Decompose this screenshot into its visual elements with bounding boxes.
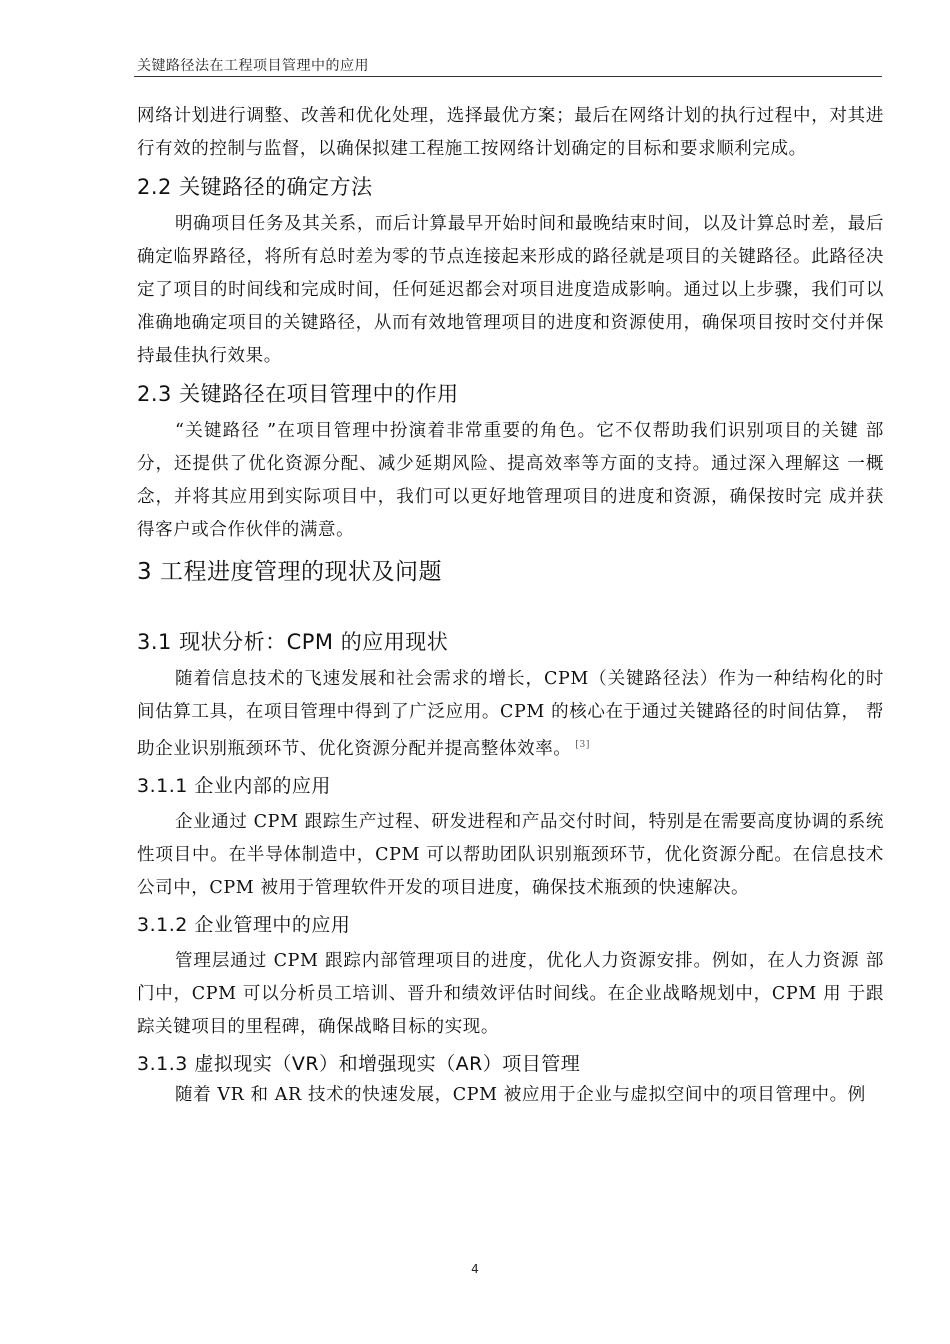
section-3-1-heading: 3.1 现状分析：CPM 的应用现状: [137, 630, 449, 654]
chapter-3-heading: 3 工程进度管理的现状及问题: [137, 559, 442, 585]
page-content: [137, 100, 884, 1106]
section-2-3-heading: 2.3 关键路径在项目管理中的作用: [137, 382, 459, 406]
section-3-1-2-heading: 3.1.2 企业管理中的应用: [137, 913, 351, 936]
citation-ref: [3]: [575, 740, 590, 750]
section-3-1-text: 随着信息技术的飞速发展和社会需求的增长，CPM（关键路径法）作为一种结构化的时间估算工具，在项目管理中得到了广泛应用。CPM 的核心在于通过关键路径的时间估算， 帮助企业识别瓶颈环节、优化资源分配并提高整体效率。: [137, 669, 884, 759]
section-3-1-1-paragraph: 企业通过 CPM 跟踪生产过程、研发进程和产品交付时间，特别是在需要高度协调的系统性项目中。在半导体制造中，CPM 可以帮助团队识别瓶颈环节，优化资源分配。在信息技术公司中，CPM 被用于管理软件开发的项目进度，确保技术瓶颈的快速解决。: [137, 811, 884, 898]
header-divider: [134, 76, 882, 77]
section-2-3-paragraph: “关键路径 ”在项目管理中扮演着非常重要的角色。它不仅帮助我们识别项目的关键 部分，还提供了优化资源分配、减少延期风险、提高效率等方面的支持。通过深入理解这 一概念，并将其应用到实际项目中，我们可以更好地管理项目的进度和资源，确保按时完 成并获得客户或合作伙伴的满意。: [137, 421, 884, 540]
section-3-1-1-heading: 3.1.1 企业内部的应用: [137, 774, 331, 797]
section-2-2-paragraph: 明确项目任务及其关系，而后计算最早开始时间和最晚结束时间，以及计算总时差，最后确定临界路径，将所有总时差为零的节点连接起来形成的路径就是项目的关键路径。此路径决定了项目的时间线和完成时间，任何延迟都会对项目进度造成影响。通过以上步骤，我们可以准确地确定项目的关键路径，从而有效地管理项目的进度和资源使用，确保项目按时交付并保持最佳执行效果。: [137, 214, 884, 366]
section-2-2-heading: 2.2 关键路径的确定方法: [137, 175, 373, 199]
section-3-1-3-heading: 3.1.3 虚拟现实（VR）和增强现实（AR）项目管理: [137, 1052, 581, 1075]
section-3-1-paragraph: [137, 663, 884, 766]
section-3-1-3-paragraph: 随着 VR 和 AR 技术的快速发展，CPM 被应用于企业与虚拟空间中的项目管理中。例: [175, 1084, 866, 1105]
page-number: 4: [471, 1262, 479, 1276]
intro-paragraph: 网络计划进行调整、改善和优化处理，选择最优方案；最后在网络计划的执行过程中，对其进行有效的控制与监督，以确保拟建工程施工按网络计划确定的目标和要求顺利完成。: [137, 106, 884, 159]
running-header: 关键路径法在工程项目管理中的应用: [137, 58, 369, 74]
section-3-1-2-paragraph: 管理层通过 CPM 跟踪内部管理项目的进度，优化人力资源安排。例如，在人力资源 部门中，CPM 可以分析员工培训、晋升和绩效评估时间线。在企业战略规划中，CPM 用 于跟踪关键项目的里程碑，确保战略目标的实现。: [137, 950, 884, 1037]
